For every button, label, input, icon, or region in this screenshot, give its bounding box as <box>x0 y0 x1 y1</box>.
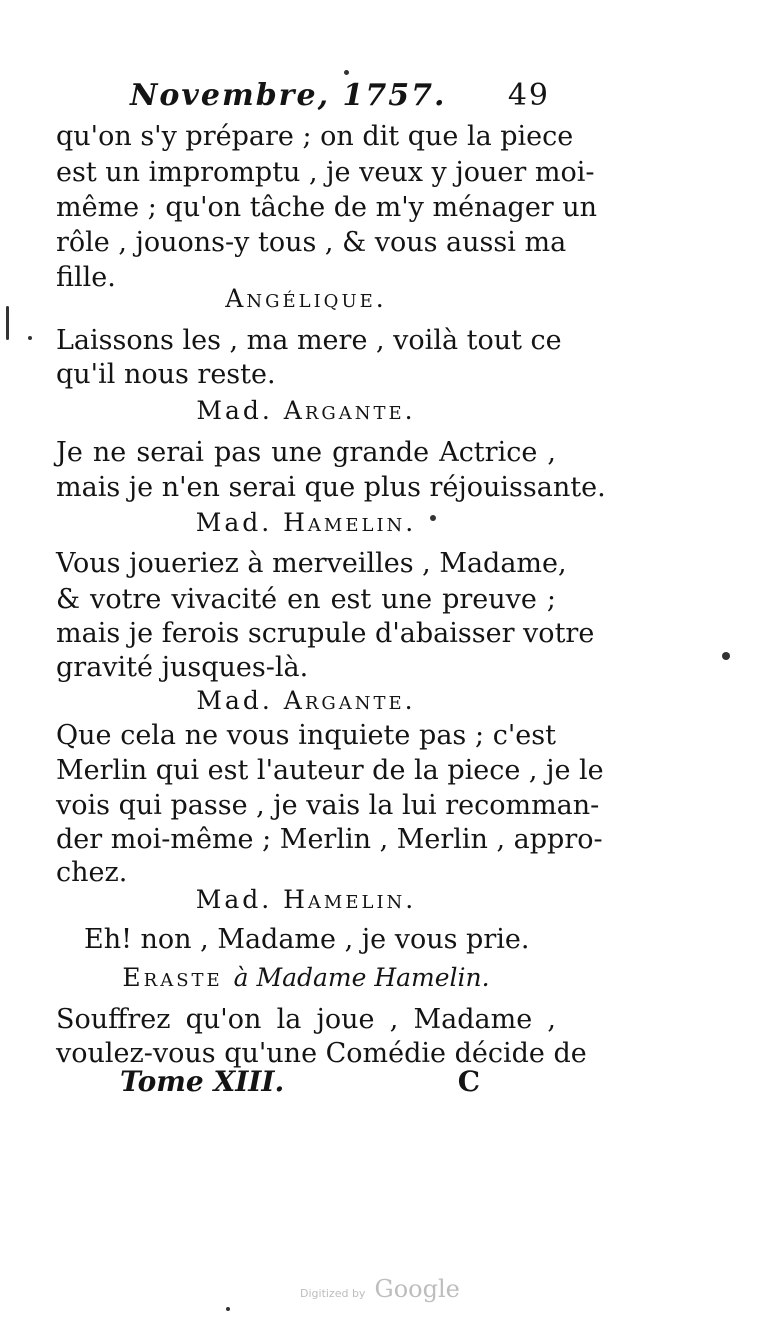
speaker-name: Argante. <box>283 686 416 715</box>
speaker-prefix: Mad. <box>196 396 273 425</box>
watermark-prefix: Digitized by <box>300 1287 366 1300</box>
text-line: mais je ferois scrupule d'abaisser votre <box>56 618 595 649</box>
speaker-name: Hamelin. <box>283 885 417 914</box>
text-line: chez. <box>56 857 128 888</box>
signature-mark: C <box>457 1065 480 1098</box>
speaker-heading <box>56 394 556 428</box>
text-line: der moi-même ; Merlin , Merlin , appro- <box>56 824 603 855</box>
text-line: rôle , jouons-y tous , & vous aussi ma <box>56 227 567 258</box>
text-line: voulez-vous qu'une Comédie décide de <box>56 1038 587 1069</box>
text-line: mais je n'en serai que plus réjouissante. <box>56 472 606 503</box>
volume-label: Tome XIII. <box>120 1065 285 1098</box>
text-line: & votre vivacité en est une preuve ; <box>56 584 556 615</box>
google-logo: Google <box>374 1275 460 1303</box>
scan-speck <box>722 652 730 660</box>
text-line: Vous joueriez à merveilles , Madame, <box>56 548 567 579</box>
digitization-watermark <box>300 1275 470 1303</box>
text-line: qu'on s'y prépare ; on dit que la piece <box>56 121 574 152</box>
text-line: Eh! non , Madame , je vous prie. <box>84 924 530 955</box>
text-line: vois qui passe , je vais la lui recomman- <box>56 790 600 821</box>
speaker-prefix: Mad. <box>195 885 273 914</box>
text-line: qu'il nous reste. <box>56 359 276 390</box>
text-line: Je ne serai pas une grande Actrice , <box>56 437 556 468</box>
speaker-name: Hamelin. <box>283 508 417 537</box>
speaker-prefix: Mad. <box>195 508 273 537</box>
text-line: Que cela ne vous inquiete pas ; c'est <box>56 720 556 751</box>
text-line: Laissons les , ma mere , voilà tout ce <box>56 325 562 356</box>
text-line: Merlin qui est l'auteur de la piece , je le <box>56 755 604 786</box>
text-line: Souffrez qu'on la joue , Madame , <box>56 1004 556 1035</box>
speaker-heading <box>56 684 556 718</box>
speaker-name: Argante. <box>283 396 416 425</box>
header-title: Novembre, 1757. <box>130 78 447 113</box>
speaker-heading <box>56 961 556 995</box>
speaker-heading <box>56 506 556 540</box>
page-number: 49 <box>507 78 550 113</box>
text-line: est un impromptu , je veux y jouer moi- <box>56 157 595 188</box>
stage-direction: à Madame Hamelin. <box>233 963 490 992</box>
speaker-prefix: Mad. <box>196 686 273 715</box>
speaker-name: Angélique. <box>225 284 387 313</box>
scan-speck <box>6 306 9 340</box>
text-line: gravité jusques-là. <box>56 652 309 683</box>
running-header <box>130 78 550 124</box>
speaker-heading <box>56 883 556 917</box>
speaker-name: Eraste <box>122 963 223 992</box>
speaker-heading <box>56 282 556 316</box>
scan-speck <box>226 1307 230 1311</box>
page-footer <box>120 1065 480 1098</box>
scan-speck <box>430 515 436 521</box>
text-line: fille. <box>56 262 116 293</box>
scan-speck <box>344 70 349 75</box>
scan-speck <box>28 336 32 340</box>
text-line: même ; qu'on tâche de m'y ménager un <box>56 192 598 223</box>
